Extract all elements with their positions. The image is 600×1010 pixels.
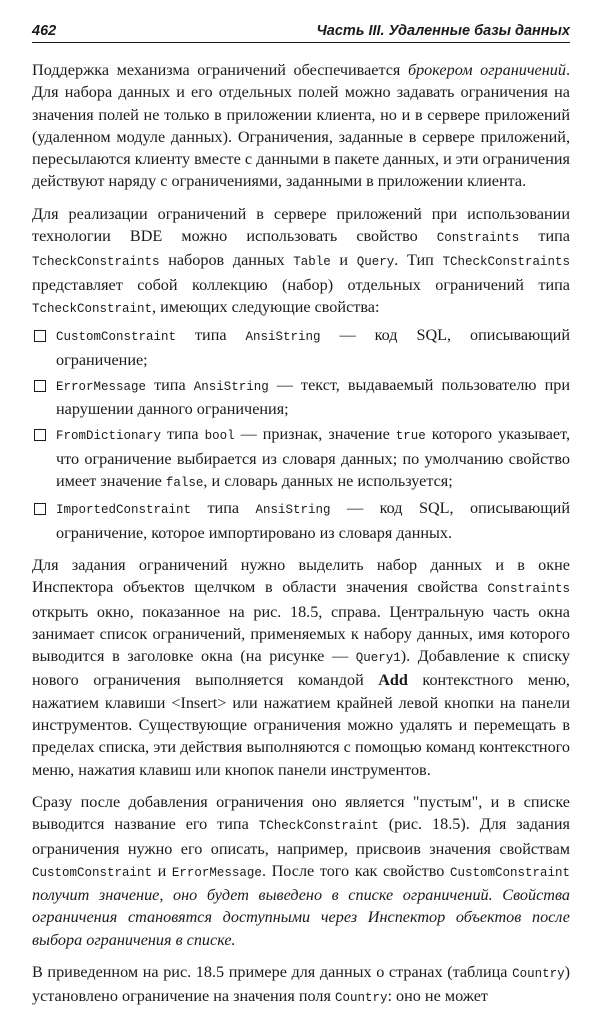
running-header [32, 22, 570, 43]
checkbox-bullet-icon [34, 429, 46, 441]
list-item: ErrorMessage типа AnsiString — текст, выдаваемый пользователю при нарушении данного ограничения; [32, 374, 570, 421]
checkbox-bullet-icon [34, 330, 46, 342]
paragraph-bde-constraints: Для реализации ограничений в сервере приложений при использовании технологии BDE можно использовать свойство Constraints типа TcheckConstraints наборов данных Table и Query. Тип TCheckConstraints представляет собой коллекцию (набор) отдельных ограничений типа TcheckConstraint, имеющих следующие свойства: [32, 204, 570, 316]
term-constraint-broker: брокером ограничений [407, 61, 566, 79]
paragraph-constraint-broker: Поддержка механизма ограничений обеспечивается брокером ограничений. Для набора данных и его отдельных полей можно задавать ограничения на значения полей не только в приложении клиента, но и в сервере приложений (удаленном модуле данных). Ограничения, заданные в сервере приложений, пересылаются клиенту вместе с данными в пакете данных, и эти ограничения действуют наряду с ограничениями, заданными в приложении клиента. [32, 61, 570, 191]
chapter-title: Часть III. Удаленные базы данных [316, 23, 570, 39]
list-item: CustomConstraint типа AnsiString — код SQL, описывающий ограничение; [32, 324, 570, 371]
book-page [32, 22, 570, 1010]
paragraph-country-example: В приведенном на рис. 18.5 примере для данных о странах (таблица Country) установлено ограничение на значения поля Country: оно не может [32, 962, 570, 1006]
checkbox-bullet-icon [34, 380, 46, 392]
properties-list [32, 324, 570, 544]
list-item: FromDictionary типа bool — признак, значение true которого указывает, что ограничение выбирается из словаря данных; по умолчанию свойство имеет значение false, и словарь данных не используется; [32, 423, 570, 494]
paragraph-new-constraint: Сразу после добавления ограничения оно является "пустым", и в списке выводится название его типа TCheckConstraint (рис. 18.5). Для задания ограничения нужно его описать, например, присвоив значения свойствам CustomConstraint и ErrorMessage. После того как свойство CustomConstraint получит значение, оно будет выведено в списке ограничений. Свойства ограничения становятся доступными через Инспектор объектов после выбора ограничения в списке. [32, 792, 570, 949]
list-item: ImportedConstraint типа AnsiString — код SQL, описывающий ограничение, которое импортировано из словаря данных. [32, 497, 570, 544]
paragraph-constraints-editor: Для задания ограничений нужно выделить набор данных и в окне Инспектора объектов щелчком в области значения свойства Constraints открыть окно, показанное на рис. 18.5, справа. Центральную часть окна занимает список ограничений, применяемых к набору данных, имя которого выводится в заголовке окна (на рисунке — Query1). Добавление к списку нового ограничения выполняется командой Add контекстного меню, нажатием клавиши <Insert> или нажатием крайней левой кнопки на панели инструментов. Существующие ограничения можно удалять и перемещать в пределах списка, эти действия выполняются с помощью команд контекстного меню, нажатия клавиш или кнопок панели инструментов. [32, 555, 570, 779]
checkbox-bullet-icon [34, 503, 46, 515]
page-number: 462 [32, 23, 57, 39]
